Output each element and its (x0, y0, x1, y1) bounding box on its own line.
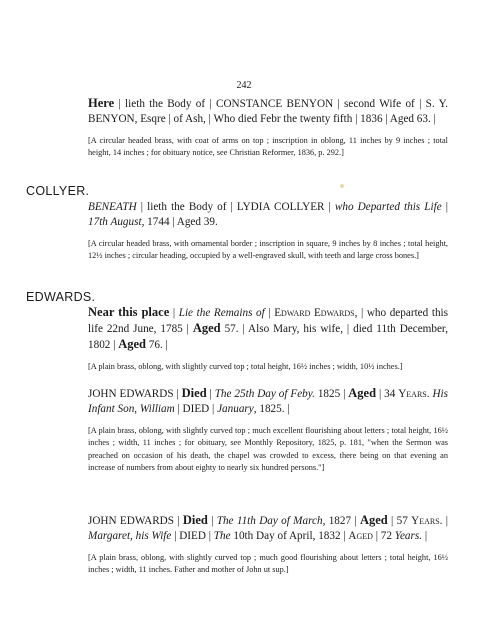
edwards-3-note: [A plain brass, oblong, with slightly curved top ; much good flourishing about letters ; total height, 16½ inches ; width, 11 inches. Father and mother of John ut sup.] (88, 553, 448, 575)
edwards-2-note: [A plain brass, oblong, with slightly curved top ; much excellent flourishing about letters ; total height, 16½ inches ; width, 11 inches ; for obituary, see Monthly Repository, 1825, p. 181, "when the Sermon was preached on occasion of his death, the chapel was crowded to excess, there being on that evening an increase of numbers from about eighty to nearly six hundred persons."] (88, 426, 448, 473)
edwards-heading: EDWARDS. (26, 290, 96, 304)
edwards-1-note: [A plain brass, oblong, with slightly curved top ; total height, 16½ inches ; width, 10½ inches.] (88, 362, 403, 371)
edwards-3-inscription: JOHN EDWARDS | Died | The 11th Day of March, 1827 | Aged | 57 Years. | Margaret, his Wife | DIED | The 10th Day of April, 1832 | Aged | 72 Years. | (88, 513, 448, 542)
edwards-2-inscription: JOHN EDWARDS | Died | The 25th Day of Feby. 1825 | Aged | 34 Years. His Infant Son, William | DIED | January, 1825. | (88, 386, 449, 415)
benyon-note: [A circular headed brass, with coat of arms on top ; inscription in oblong, 11 inches by 9 inches ; total height, 14 inches ; for obituary notice, see Christian Reformer, 1836, p. 292.] (88, 136, 448, 158)
edwards-entry-2 (88, 386, 448, 475)
collyer-heading: COLLYER. (26, 184, 90, 198)
edwards-entry-3 (88, 513, 448, 577)
page-number: 242 (236, 80, 252, 91)
benyon-entry (88, 96, 448, 160)
collyer-entry (88, 200, 448, 263)
edwards-entry-1 (88, 305, 448, 373)
benyon-inscription: Here | lieth the Body of | CONSTANCE BENYON | second Wife of | S. Y. BENYON, Esqre | of Ash, | Who died Febr the twenty fifth | 1836 | Aged 63. | (88, 96, 448, 125)
collyer-inscription: BENEATH | lieth the Body of | LYDIA COLLYER | who Departed this Life | 17th August, 1744 | Aged 39. (88, 201, 448, 228)
paper-blemish (340, 184, 344, 188)
edwards-1-inscription: Near this place | Lie the Remains of | Edward Edwards, | who departed this life 22nd June, 1785 | Aged 57. | Also Mary, his wife, | died 11th December, 1802 | Aged 76. | (88, 305, 449, 351)
collyer-note: [A circular headed brass, with ornamental border ; inscription in square, 9 inches by 8 inches ; total height, 12½ inches ; circular heading, occupied by a well-engraved skull, with teeth and large cross bones.] (88, 239, 448, 261)
